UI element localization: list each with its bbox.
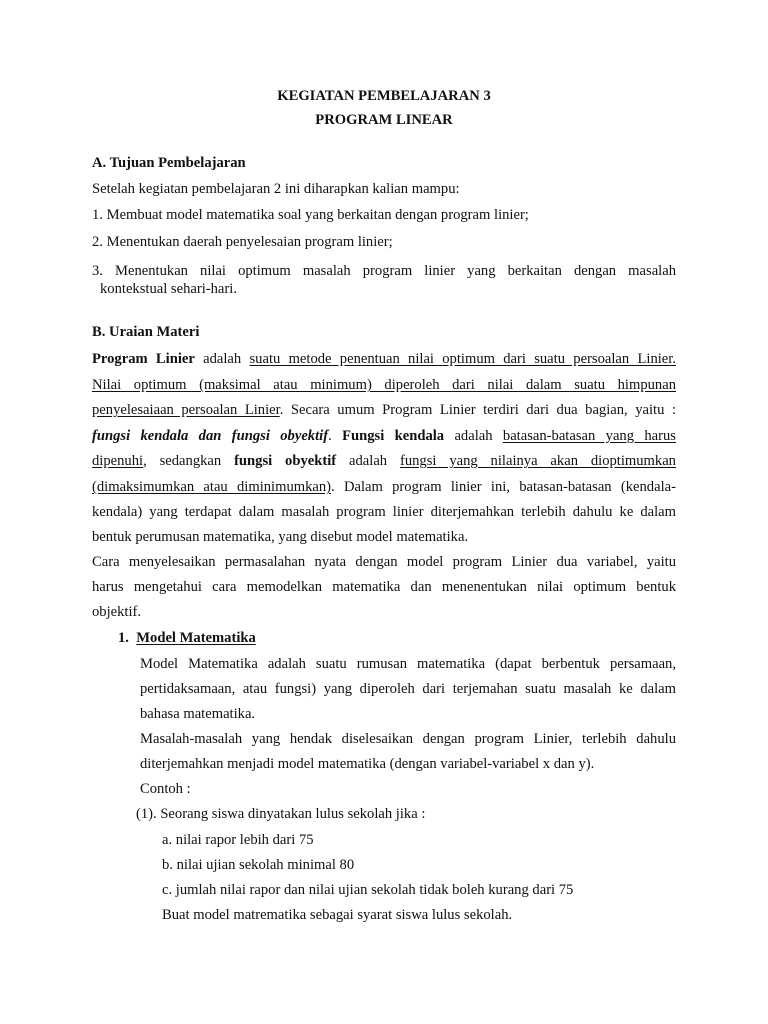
subsection-line: bahasa matematika.	[140, 706, 256, 722]
term-program-linier: Program Linier	[92, 351, 195, 367]
example-label: Contoh :	[140, 781, 191, 797]
example-item-b: b. nilai ujian sekolah minimal 80	[162, 857, 355, 873]
objective-item-2: 2. Menentukan daerah penyelesaian program linier;	[92, 234, 393, 250]
page-subtitle: PROGRAM LINEAR	[315, 112, 453, 128]
paragraph-line: Program Linier adalah suatu metode penentuan nilai optimum dari suatu persoalan Linier.	[92, 351, 676, 367]
page-title: KEGIATAN PEMBELAJARAN 3	[277, 88, 491, 104]
objective-item-3-cont: kontekstual sehari-hari.	[100, 281, 237, 297]
subsection-line: Masalah-masalah yang hendak diselesaikan dengan program Linier, terlebih dahulu	[140, 731, 676, 747]
paragraph-line: objektif.	[92, 604, 142, 620]
paragraph-line: dipenuhi, sedangkan fungsi obyektif adalah fungsi yang nilainya akan dioptimumkan	[92, 453, 676, 469]
paragraph-line: harus mengetahui cara memodelkan matematika dan menenentukan nilai optimum bentuk	[92, 579, 676, 595]
paragraph-line: fungsi kendala dan fungsi obyektif. Fungsi kendala adalah batasan-batasan yang harus	[92, 428, 676, 444]
objective-item-1: 1. Membuat model matematika soal yang berkaitan dengan program linier;	[92, 207, 529, 223]
paragraph-line: penyelesaiaan persoalan Linier. Secara umum Program Linier terdiri dari dua bagian, yaitu :	[92, 402, 677, 418]
section-b-heading: B. Uraian Materi	[92, 324, 200, 340]
paragraph-line: Nilai optimum (maksimal atau minimum) diperoleh dari nilai dalam suatu himpunan	[92, 377, 676, 393]
subsection-1-heading: 1. Model Matematika	[118, 630, 256, 646]
section-a-heading: A. Tujuan Pembelajaran	[92, 155, 246, 171]
subsection-line: Model Matematika adalah suatu rumusan matematika (dapat berbentuk persamaan,	[140, 656, 676, 672]
objective-item-3: 3. Menentukan nilai optimum masalah program linier yang berkaitan dengan masalah	[92, 263, 676, 279]
example-intro: (1). Seorang siswa dinyatakan lulus sekolah jika :	[136, 806, 426, 822]
example-item-a: a. nilai rapor lebih dari 75	[162, 832, 314, 848]
section-a-intro: Setelah kegiatan pembelajaran 2 ini diharapkan kalian mampu:	[92, 181, 460, 197]
paragraph-line: (dimaksimumkan atau diminimumkan). Dalam program linier ini, batasan-batasan (kendala-	[92, 479, 676, 495]
subsection-line: diterjemahkan menjadi model matematika (dengan variabel-variabel x dan y).	[140, 756, 595, 772]
paragraph-line: bentuk perumusan matematika, yang disebut model matematika.	[92, 529, 469, 545]
example-item-c: c. jumlah nilai rapor dan nilai ujian sekolah tidak boleh kurang dari 75	[162, 882, 574, 898]
subsection-line: pertidaksamaan, atau fungsi) yang diperoleh dari terjemahan suatu masalah ke dalam	[140, 681, 676, 697]
paragraph-line: Cara menyelesaikan permasalahan nyata dengan model program Linier dua variabel, yaitu	[92, 554, 676, 570]
paragraph-line: kendala) yang terdapat dalam masalah program linier diterjemahkan terlebih dahulu ke dalam	[92, 504, 676, 520]
example-task: Buat model matrematika sebagai syarat siswa lulus sekolah.	[162, 907, 513, 923]
